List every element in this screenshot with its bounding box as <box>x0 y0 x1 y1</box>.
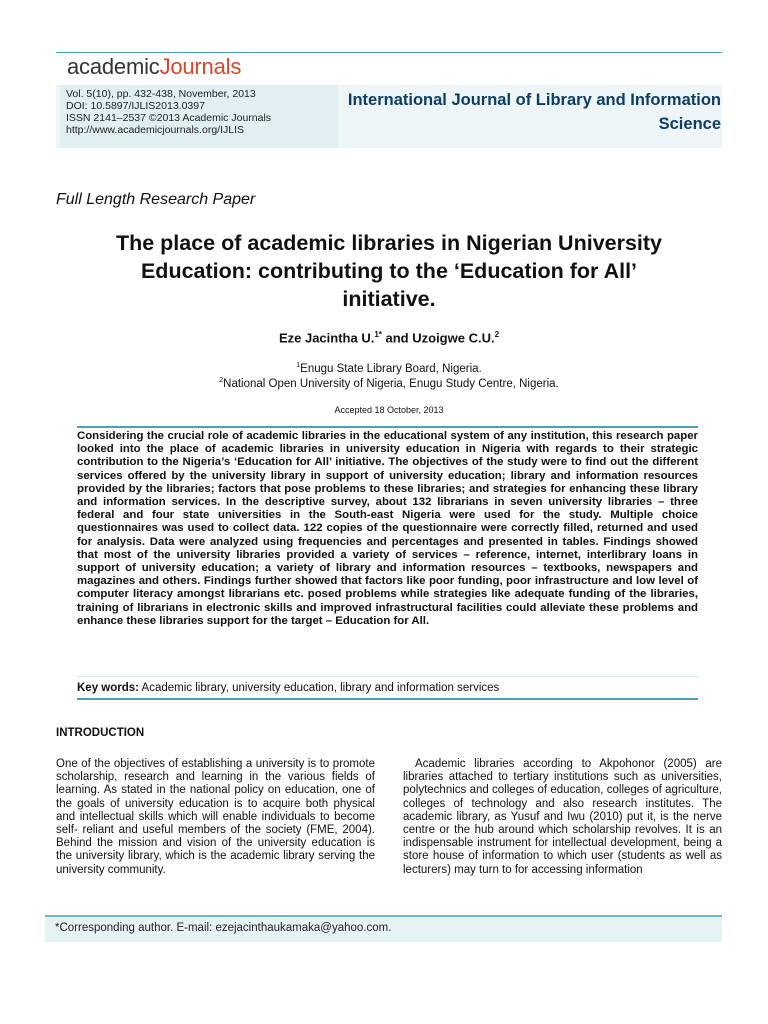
affiliation-1: $^1$Enugu State Library Board, Nigeria. <box>296 362 482 375</box>
accepted-date: Accepted 18 October, 2013 <box>334 405 444 415</box>
body-column-right: Academic libraries according to Akpohonor (2005) are libraries attached to tertiary institutions such as universities, polytechnics and colleges of education, colleges of agriculture, colleges of technology and also research institutes. The academic library, as Yusuf and Iwu (2010) put it, is the nerve centre or the hub around which scholarship revolves. It is an indispensable instrument for intellectual development, being a store house of information to which user (students as well as lecturers) may turn to for accessing information <box>403 758 722 876</box>
author-1: Eze Jacintha U. <box>278 330 375 346</box>
abstract-top-rule <box>77 426 698 428</box>
meta-doi: DOI: 10.5897/IJLIS2013.0397 <box>66 100 205 112</box>
meta-url[interactable]: http://www.academicjournals.org/IJLIS <box>66 124 244 136</box>
section-heading-introduction: INTRODUCTION <box>56 727 145 739</box>
authors: Eze Jacintha U.$^{1*}$ and Uzoigwe C.U.$^2$ <box>278 330 500 346</box>
corresponding-author-footer: *Corresponding author. E-mail: ezejacinthaukamaka@yahoo.com. <box>45 915 722 942</box>
article-type: Full Length Research Paper <box>56 191 256 208</box>
meta-issn: ISSN 2141–2537 ©2013 Academic Journals <box>66 112 272 124</box>
publication-meta <box>60 85 338 148</box>
body-column-left: One of the objectives of establishing a university is to promote scholarship, research and learning in the various fields of learning. As stated in the national policy on education, one of the goals of university education is to acquire both physical and intellectual skills which will enable individuals to become self- reliant and useful members of the society (FME, 2004). Behind the mission and vision of the university education is the university library, which is the academic library serving the university community. <box>56 758 375 876</box>
keywords-divider <box>77 676 698 677</box>
header-rule <box>56 52 722 53</box>
abstract-bottom-rule <box>77 698 698 700</box>
affiliation-2: $^2$National Open University of Nigeria, Enugu Study Centre, Nigeria. <box>219 377 559 390</box>
publisher-logo: academicJournals <box>67 54 242 79</box>
paper-title: The place of academic libraries in Nigerian University Education: contributing to the ‘Education for All’ initiative. <box>115 231 663 311</box>
journal-title: International Journal of Library and Information Science <box>347 91 721 133</box>
author-2: Uzoigwe C.U. <box>412 330 495 346</box>
abstract: Considering the crucial role of academic libraries in the educational system of any institution, this research paper looked into the place of academic libraries in university education in Nigeria with regards to their strategic contribution to the Nigeria’s ‘Education for All’ initiative. The objectives of the study were to find out the different services offered by the university library in support of university education; library and information resources provided by the libraries; factors that pose problems to these libraries; and strategies for enhancing these library and information services. In the descriptive survey, about 132 librarians in seven university libraries – three federal and four state universities in the South-east Nigeria were used for the study. Multiple choice questionnaires was used to collect data. 122 copies of the questionnaire were correctly filled, returned and used for analysis. Data were analyzed using frequencies and percentages and presented in tables. Findings showed that most of the university libraries provided a variety of services – reference, internet, interlibrary loans in support of university education; a variety of library and information resources – textbooks, newspapers and magazines and others. Findings further showed that factors like poor funding, poor infrastructure and low level of computer literacy amongst librarians etc. posed problems while strategies like adequate funding of the libraries, training of librarians in electronic skills and improved infrastructural facilities could alleviate these problems and enhance these libraries support for the target – Education for All. <box>77 430 698 627</box>
keywords: Key words: Academic library, university education, library and information services <box>77 682 500 694</box>
meta-volume: Vol. 5(10), pp. 432-438, November, 2013 <box>66 88 256 100</box>
